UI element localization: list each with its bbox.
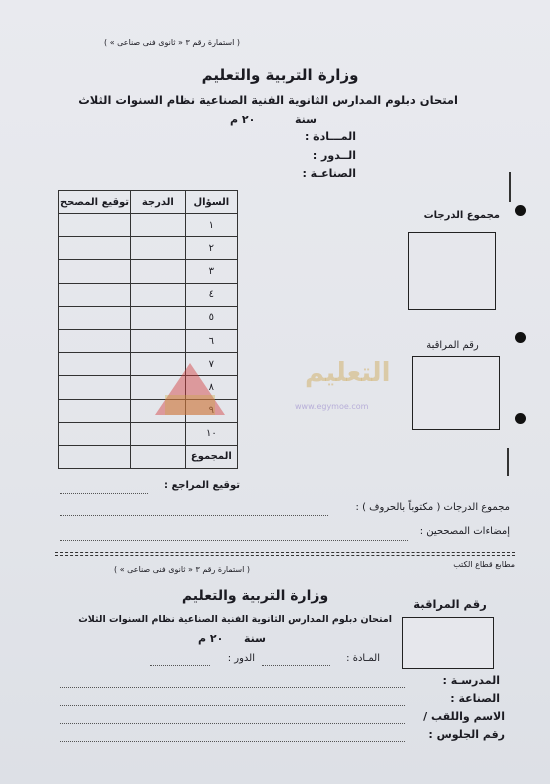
grades-in-words-label: مجموع الدرجات ( مكتوباً بالحروف ) : [355, 502, 510, 513]
corrector-cell[interactable] [59, 260, 131, 283]
industry-label-bottom: الصناعة : [450, 692, 500, 705]
corrector-cell[interactable] [59, 306, 131, 329]
question-number: ٥ [185, 306, 237, 329]
question-number: ٢ [185, 237, 237, 260]
grade-cell[interactable] [131, 237, 186, 260]
edge-mark [507, 448, 509, 476]
binder-hole-3 [515, 413, 526, 424]
total-grades-label: مجموع الدرجات [423, 210, 500, 221]
grade-cell[interactable] [131, 283, 186, 306]
table-row [59, 214, 238, 237]
reviewer-signature-label: توقيع المراجع : [163, 480, 240, 491]
year-label: سنة [295, 113, 317, 126]
binder-hole-1 [515, 205, 526, 216]
question-number: ١ [185, 214, 237, 237]
header-question: السؤال [185, 191, 237, 214]
corrector-cell[interactable] [59, 283, 131, 306]
question-number: ١٠ [185, 422, 237, 445]
year-value-bottom: ٢٠ م [198, 632, 224, 645]
subject-label-bottom: المـادة : [346, 653, 380, 664]
year-label-bottom: سنة [244, 632, 266, 645]
grades-in-words-line[interactable] [60, 515, 328, 516]
table-row [59, 283, 238, 306]
school-label-bottom: المدرسـة : [442, 674, 500, 687]
form-reference: ( استمارة رقم ٣ « ثانوى فنى صناعى » ) [104, 38, 240, 47]
total-corrector-cell[interactable] [59, 445, 131, 468]
table-header-row [59, 191, 238, 214]
grade-cell[interactable] [131, 214, 186, 237]
industry-label: الصناعـة : [302, 167, 356, 180]
question-number: ٤ [185, 283, 237, 306]
corrector-cell[interactable] [59, 237, 131, 260]
reviewer-signature-line[interactable] [60, 493, 148, 494]
edge-mark [509, 172, 511, 202]
ministry-name: وزارة التربية والتعليم [201, 66, 359, 84]
section-separator [55, 552, 515, 556]
grade-cell[interactable] [131, 306, 186, 329]
year-value: ٢٠ م [230, 113, 256, 126]
header-corrector: توقيع المصحح [59, 191, 131, 214]
correctors-signatures-label: إمضاءات المصححين : [419, 526, 510, 537]
table-row [59, 260, 238, 283]
monitor-number-label: رقم المراقبة [426, 340, 479, 351]
corrector-cell[interactable] [59, 329, 131, 352]
watermark-emblem [145, 355, 235, 425]
corrector-cell[interactable] [59, 399, 131, 422]
watermark-text: التعليم [305, 358, 391, 388]
table-row [59, 306, 238, 329]
header-grade: الدرجة [131, 191, 186, 214]
subject-line-bottom[interactable] [262, 665, 330, 666]
total-grade-cell[interactable] [131, 445, 186, 468]
school-line-bottom[interactable] [60, 687, 405, 688]
question-number: ٧ [185, 353, 237, 376]
name-line-bottom[interactable] [60, 723, 405, 724]
corrector-cell[interactable] [59, 376, 131, 399]
exam-title-bottom: امتحان دبلوم المدارس الثانوية الفنية الصناعية نظام السنوات الثلاث [78, 614, 392, 625]
watermark-url: www.egymoe.com [295, 402, 369, 411]
binder-hole-2 [515, 332, 526, 343]
monitor-number-box-bottom[interactable] [402, 617, 494, 669]
seat-label-bottom: رقم الجلوس : [428, 728, 505, 741]
separator-note: مطابع قطاع الكتب [453, 560, 515, 569]
total-grades-box[interactable] [408, 232, 496, 310]
monitor-number-box[interactable] [412, 356, 500, 430]
total-label: المجموع [185, 445, 237, 468]
corrector-cell[interactable] [59, 422, 131, 445]
grade-cell[interactable] [131, 260, 186, 283]
table-total-row [59, 445, 238, 468]
corrector-cell[interactable] [59, 353, 131, 376]
ministry-name-bottom: وزارة التربية والتعليم [181, 588, 329, 604]
question-number: ٦ [185, 329, 237, 352]
table-row [59, 237, 238, 260]
round-line-bottom[interactable] [150, 665, 210, 666]
round-label: الــدور : [312, 149, 356, 162]
name-label-bottom: الاسم واللقب / [423, 710, 505, 723]
watermark-logo [145, 350, 415, 430]
monitor-number-label-bottom: رقم المراقبة [413, 597, 487, 611]
round-label-bottom: الدور : [227, 653, 255, 664]
question-number: ٣ [185, 260, 237, 283]
correctors-signatures-line[interactable] [60, 540, 408, 541]
question-number: ٨ [185, 376, 237, 399]
seat-line-bottom[interactable] [60, 741, 405, 742]
industry-line-bottom[interactable] [60, 705, 405, 706]
exam-title: امتحان دبلوم المدارس الثانوية الفنية الصناعية نظام السنوات الثلاث [78, 93, 458, 107]
form-reference-bottom: ( استمارة رقم ٣ « ثانوى فنى صناعى » ) [114, 565, 250, 574]
corrector-cell[interactable] [59, 214, 131, 237]
subject-label: المـــادة : [304, 130, 356, 143]
